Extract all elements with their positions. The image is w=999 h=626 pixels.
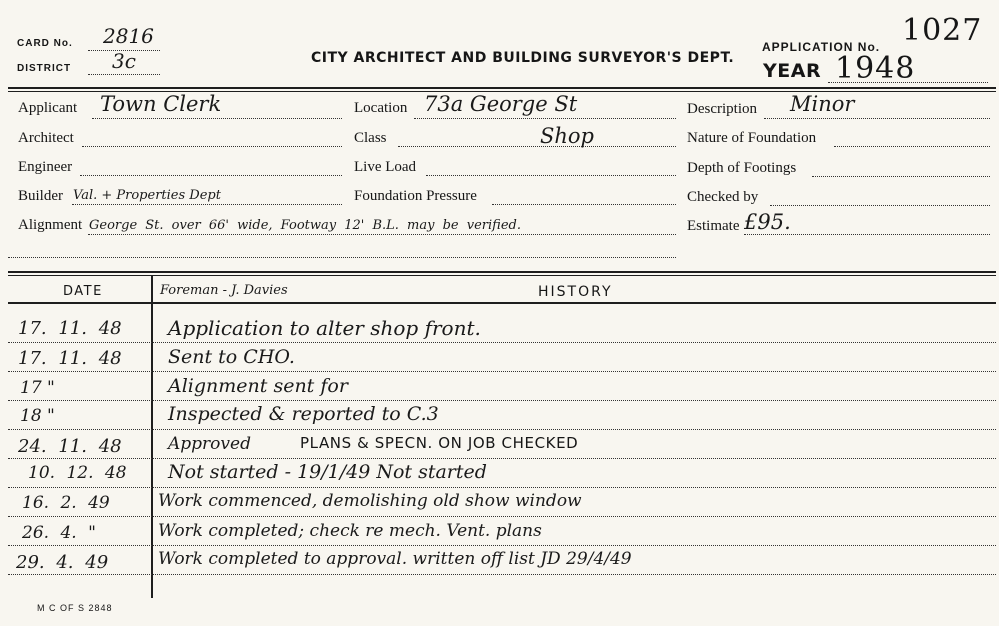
header-rule-top <box>8 87 996 89</box>
history-date: 10. 12. 48 <box>28 463 127 483</box>
row-dots <box>8 545 996 546</box>
row-dots <box>8 400 996 401</box>
description-value: Minor <box>790 92 855 116</box>
location-label: Location <box>354 100 408 116</box>
alignment-label: Alignment <box>18 217 83 233</box>
alignment-value: George St. over 66' wide, Footway 12' B.L. may be verified. <box>89 218 521 233</box>
row-dots <box>8 371 996 372</box>
department-title: CITY ARCHITECT AND BUILDING SURVEYOR'S DEPT. <box>311 50 735 66</box>
applicant-label: Applicant <box>18 100 78 116</box>
foundation-pressure-dots <box>492 204 676 205</box>
history-entry: Alignment sent for <box>168 375 348 397</box>
year-value: 1948 <box>835 51 916 86</box>
estimate-value: £95. <box>744 210 791 234</box>
row-dots <box>8 342 996 343</box>
depth-of-footings-label: Depth of Footings <box>687 160 797 176</box>
location-dots <box>414 118 676 119</box>
alignment-dots <box>88 234 676 235</box>
row-dots <box>8 429 996 430</box>
card-no-value: 2816 <box>103 24 154 48</box>
history-rule-top <box>8 271 996 273</box>
description-dots <box>764 118 990 119</box>
row-dots <box>8 574 996 575</box>
applicant-dots <box>92 118 342 119</box>
row-dots <box>8 458 996 459</box>
history-date: 16. 2. 49 <box>22 493 110 513</box>
engineer-dots <box>80 175 342 176</box>
class-dots <box>398 146 676 147</box>
date-column-header: DATE <box>63 284 103 299</box>
history-entry: Not started - 19/1/49 Not started <box>168 461 487 483</box>
card-no-label: CARD No. <box>17 38 73 49</box>
form-code: M C OF S 2848 <box>37 603 113 613</box>
history-entry: Application to alter shop front. <box>168 316 481 340</box>
history-column-header: HISTORY <box>538 284 613 300</box>
architect-dots <box>82 146 342 147</box>
district-dots <box>88 74 160 75</box>
class-label: Class <box>354 130 387 146</box>
class-value: Shop <box>540 124 594 148</box>
history-entry: Sent to CHO. <box>168 346 295 368</box>
applicant-value: Town Clerk <box>100 92 222 116</box>
live-load-label: Live Load <box>354 159 417 175</box>
foreman-note: Foreman - J. Davies <box>160 283 288 298</box>
estimate-dots <box>744 234 990 235</box>
history-date: 17. 11. 48 <box>18 318 122 339</box>
history-date: 18 " <box>20 406 55 426</box>
district-value: 3c <box>112 49 136 73</box>
history-entry: Inspected & reported to C.3 <box>168 403 439 425</box>
depth-of-footings-dots <box>812 176 990 177</box>
history-date: 29. 4. 49 <box>16 552 109 573</box>
architect-label: Architect <box>18 130 74 146</box>
history-header-underline <box>8 302 996 304</box>
builder-dots <box>72 204 342 205</box>
estimate-label: Estimate <box>687 218 740 234</box>
location-value: 73a George St <box>424 92 578 116</box>
row-dots <box>8 487 996 488</box>
history-date: 26. 4. " <box>22 523 96 543</box>
application-no-value: 1027 <box>902 13 983 48</box>
foundation-pressure-label: Foundation Pressure <box>354 188 477 204</box>
year-dots <box>828 82 988 83</box>
plans-checked-stamp: PLANS & SPECN. ON JOB CHECKED <box>300 434 579 452</box>
description-label: Description <box>687 101 757 117</box>
history-entry: Work completed to approval. written off list JD 29/4/49 <box>158 549 632 569</box>
nature-of-foundation-dots <box>834 146 990 147</box>
history-date: 24. 11. 48 <box>18 436 122 457</box>
date-column-divider <box>151 276 153 598</box>
blank-line-dots <box>8 257 676 258</box>
application-no-label: APPLICATION No. <box>762 40 881 54</box>
district-label: DISTRICT <box>17 63 72 74</box>
checked-by-label: Checked by <box>687 189 759 205</box>
builder-value: Val. + Properties Dept <box>73 188 221 203</box>
nature-of-foundation-label: Nature of Foundation <box>687 130 817 146</box>
history-rule-second <box>8 275 996 276</box>
history-entry: Work completed; check re mech. Vent. plans <box>158 521 542 541</box>
engineer-label: Engineer <box>18 159 73 175</box>
live-load-dots <box>426 175 676 176</box>
history-date: 17 " <box>20 378 55 398</box>
history-entry: Work commenced, demolishing old show window <box>158 491 582 511</box>
checked-by-dots <box>770 205 990 206</box>
history-entry: Approved <box>168 434 251 454</box>
builder-label: Builder <box>18 188 63 204</box>
row-dots <box>8 516 996 517</box>
history-date: 17. 11. 48 <box>18 348 122 369</box>
year-label: YEAR <box>763 60 822 82</box>
